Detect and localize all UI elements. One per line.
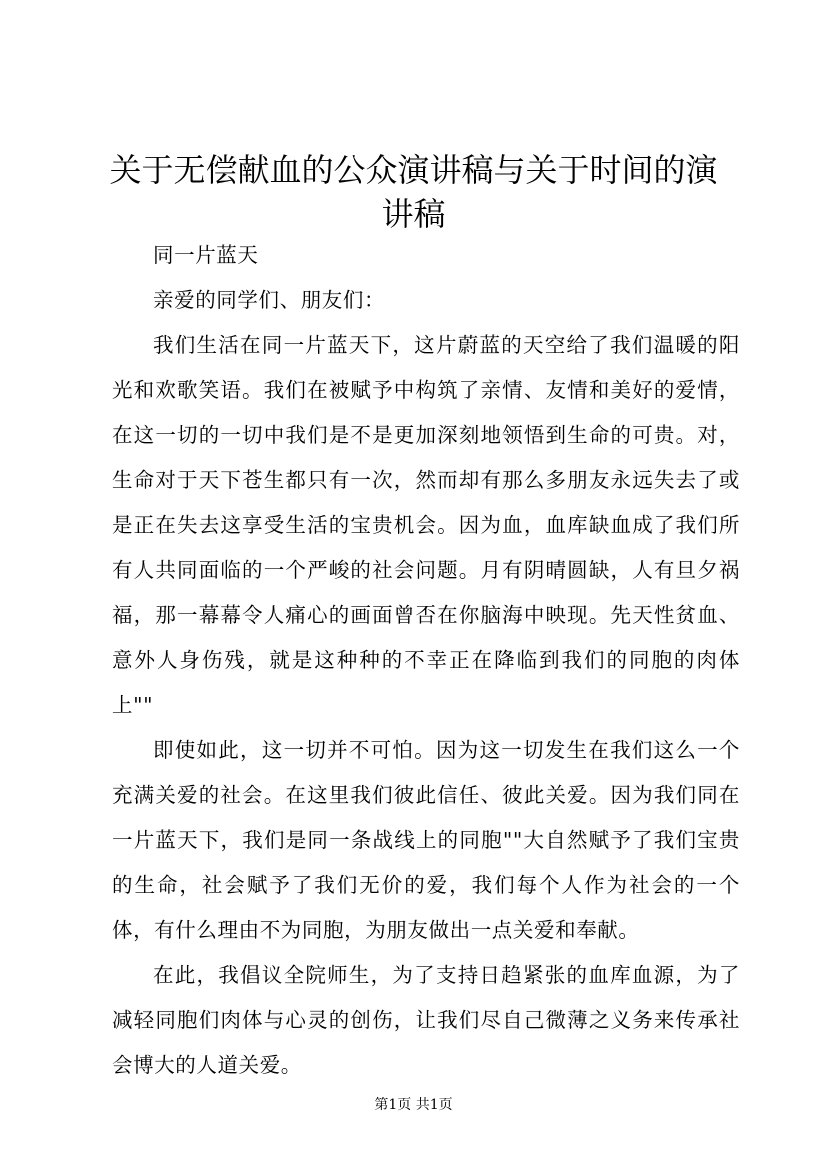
paragraph-body-3: 在此，我倡议全院师生，为了支持日趋紧张的血库血源，为了减轻同胞们肉体与心灵的创伤，让我们尽自己微薄之义务来传承社会博大的人道关爱。 [112,963,740,1077]
paragraph-heading: 同一片蓝天 [153,243,259,267]
document-body [112,233,740,1088]
page-footer: 第1页 共1页 [374,1097,453,1113]
document-title: 关于无偿献血的公众演讲稿与关于时间的演讲稿 [109,151,718,233]
paragraph-body-2: 即使如此，这一切并不可怕。因为这一切发生在我们这么一个充满关爱的社会。在这里我们彼此信任、彼此关爱。因为我们同在一片蓝天下，我们是同一条战线上的同胞""大自然赋予了我们宝贵的生命，社会赋予了我们无价的爱，我们每个人作为社会的一个体，有什么理由不为同胞，为朋友做出一点关爱和奉献。 [112,738,740,942]
paragraph-salutation: 亲爱的同学们、朋友们： [153,288,386,312]
paragraph-body-1: 我们生活在同一片蓝天下，这片蔚蓝的天空给了我们温暖的阳光和欢歌笑语。我们在被赋予中构筑了亲情、友情和美好的爱情，在这一切的一切中我们是不是更加深刻地领悟到生命的可贵。对，生命对于天下苍生都只有一次，然而却有那么多朋友永远失去了或是正在失去这享受生活的宝贵机会。因为血，血库缺血成了我们所有人共同面临的一个严峻的社会问题。月有阴晴圆缺，人有旦夕祸福，那一幕幕令人痛心的画面曾否在你脑海中映现。先天性贫血、意外人身伤残，就是这种种的不幸正在降临到我们的同胞的肉体上"" [112,333,740,717]
